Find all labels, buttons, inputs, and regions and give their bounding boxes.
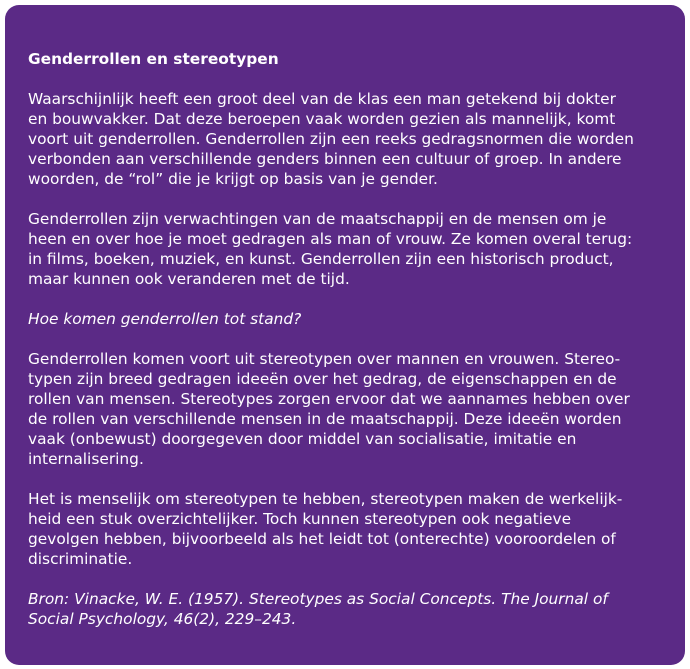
paragraph-intro: Waarschijnlijk heeft een groot deel van de klas een man getekend bij dokter en bouwvakker. Dat deze beroepen vaak worden gezien als mannelijk, komt voort uit genderrollen. Genderrollen zijn een reeks gedragsnormen die worden verbonden aan verschillende genders binnen een cultuur of groep. In andere woorden, de “rol” die je krijgt op basis van je gender.: [28, 90, 634, 188]
paragraph-expectations: Genderrollen zijn verwachtingen van de maatschappij en de mensen om je heen en over hoe je moet gedragen als man of vrouw. Ze komen overal terug: in films, boeken, muziek, en kunst. Genderrollen zijn een historisch product, maar kunnen ook veranderen met de tijd.: [28, 210, 633, 288]
info-card: [5, 5, 685, 665]
subheading-question: Hoe komen genderrollen tot stand?: [28, 310, 302, 328]
paragraph-stereotypes: Genderrollen komen voort uit stereotypen over mannen en vrouwen. Stereo- typen zijn breed gedragen ideeën over het gedrag, de eigenschappen en de rollen van mensen. Stereotypes zorgen ervoor dat we aannames hebben over de rollen van verschillende mensen in de maatschappij. Deze ideeën worden vaak (onbewust) doorgegeven door middel van socialisatie, imitatie en internalisering.: [28, 350, 630, 468]
source-citation: Bron: Vinacke, W. E. (1957). Stereotypes as Social Concepts. The Journal of Social Psychology, 46(2), 229–243.: [28, 590, 608, 628]
paragraph-consequences: Het is menselijk om stereotypen te hebben, stereotypen maken de werkelijk- heid een stuk overzichtelijker. Toch kunnen stereotypen ook negatieve gevolgen hebben, bijvoorbeeld als het leidt tot (onterechte) vooroordelen of discriminatie.: [28, 490, 623, 568]
card-title: Genderrollen en stereotypen: [28, 50, 279, 68]
